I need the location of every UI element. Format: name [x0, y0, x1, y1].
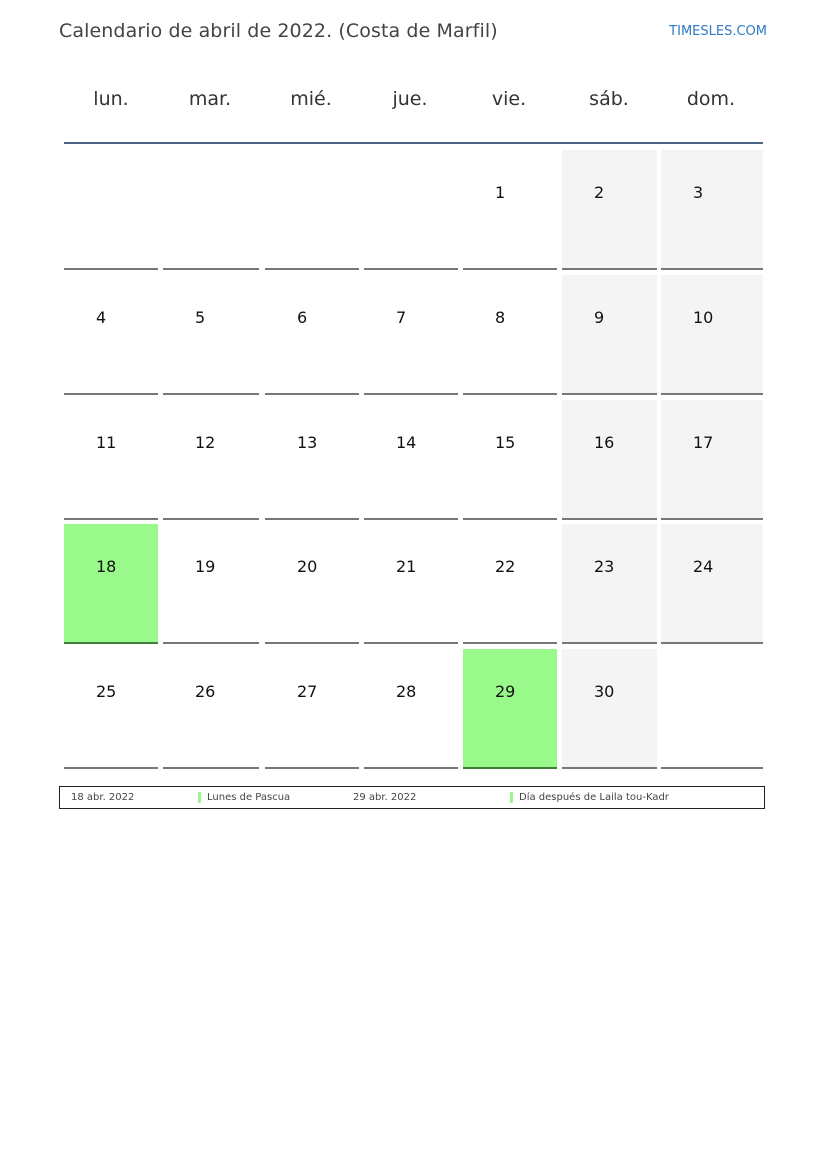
weekday-mon: lun. [93, 88, 129, 110]
day-number: 10 [693, 308, 714, 327]
day-cell[interactable] [265, 400, 359, 520]
day-number: 27 [297, 682, 318, 701]
day-cell[interactable] [463, 400, 557, 520]
empty-day-cell [364, 150, 458, 270]
day-cell[interactable] [562, 400, 657, 520]
day-number: 29 [495, 682, 516, 701]
day-cell[interactable] [265, 649, 359, 769]
day-number: 22 [495, 557, 516, 576]
empty-day-cell [661, 649, 763, 769]
day-number: 24 [693, 557, 714, 576]
day-number: 9 [594, 308, 605, 327]
day-cell[interactable] [562, 524, 657, 644]
empty-day-cell [265, 150, 359, 270]
day-cell[interactable] [364, 275, 458, 395]
legend-date-1: 18 abr. 2022 [71, 792, 135, 803]
empty-day-cell [163, 150, 259, 270]
day-cell[interactable] [562, 275, 657, 395]
weekday-wed: mié. [290, 88, 332, 110]
day-number: 5 [195, 308, 206, 327]
day-cell[interactable] [64, 275, 158, 395]
day-number: 25 [96, 682, 117, 701]
day-number: 30 [594, 682, 615, 701]
legend-color-marker [510, 792, 513, 803]
day-cell[interactable] [64, 649, 158, 769]
day-cell[interactable] [463, 524, 557, 644]
day-number: 19 [195, 557, 216, 576]
day-number: 12 [195, 433, 216, 452]
day-number: 1 [495, 183, 506, 202]
day-number: 13 [297, 433, 318, 452]
day-number: 11 [96, 433, 117, 452]
day-cell[interactable] [463, 275, 557, 395]
weekday-header-row [64, 88, 763, 120]
day-cell[interactable] [562, 649, 657, 769]
weekday-sun: dom. [686, 88, 736, 110]
day-cell[interactable] [163, 649, 259, 769]
day-cell[interactable] [562, 150, 657, 270]
legend-color-marker [198, 792, 201, 803]
day-number: 18 [96, 557, 117, 576]
day-number: 28 [396, 682, 417, 701]
day-number: 8 [495, 308, 506, 327]
day-cell[interactable] [265, 524, 359, 644]
day-cell[interactable] [364, 649, 458, 769]
page-title: Calendario de abril de 2022. (Costa de Marfil) [59, 20, 498, 42]
day-cell[interactable] [661, 524, 763, 644]
day-number: 23 [594, 557, 615, 576]
day-cell[interactable] [163, 400, 259, 520]
header-divider [64, 142, 763, 144]
day-cell[interactable] [163, 275, 259, 395]
day-cell[interactable] [265, 275, 359, 395]
day-number: 3 [693, 183, 704, 202]
day-number: 17 [693, 433, 714, 452]
day-cell[interactable] [463, 649, 557, 769]
day-cell[interactable] [64, 400, 158, 520]
legend-holiday-2: Día después de Laila tou-Kadr [519, 792, 669, 803]
day-cell[interactable] [364, 400, 458, 520]
day-cell[interactable] [163, 524, 259, 644]
brand-link[interactable]: TIMESLES.COM [669, 24, 767, 39]
day-number: 14 [396, 433, 417, 452]
day-cell[interactable] [661, 150, 763, 270]
day-number: 7 [396, 308, 407, 327]
day-cell[interactable] [661, 400, 763, 520]
day-number: 4 [96, 308, 107, 327]
weekday-tue: mar. [188, 88, 232, 110]
day-number: 20 [297, 557, 318, 576]
day-number: 16 [594, 433, 615, 452]
weekday-sat: sáb. [589, 88, 629, 110]
day-number: 2 [594, 183, 605, 202]
day-number: 21 [396, 557, 417, 576]
day-cell[interactable] [463, 150, 557, 270]
day-cell[interactable] [364, 524, 458, 644]
legend-holiday-1: Lunes de Pascua [207, 792, 291, 803]
day-cell[interactable] [661, 275, 763, 395]
empty-day-cell [64, 150, 158, 270]
day-number: 26 [195, 682, 216, 701]
holiday-legend [59, 786, 765, 809]
day-cell[interactable] [64, 524, 158, 644]
weekday-fri: vie. [491, 88, 527, 110]
weekday-thu: jue. [392, 88, 428, 110]
day-number: 6 [297, 308, 308, 327]
legend-date-2: 29 abr. 2022 [353, 792, 417, 803]
day-number: 15 [495, 433, 516, 452]
